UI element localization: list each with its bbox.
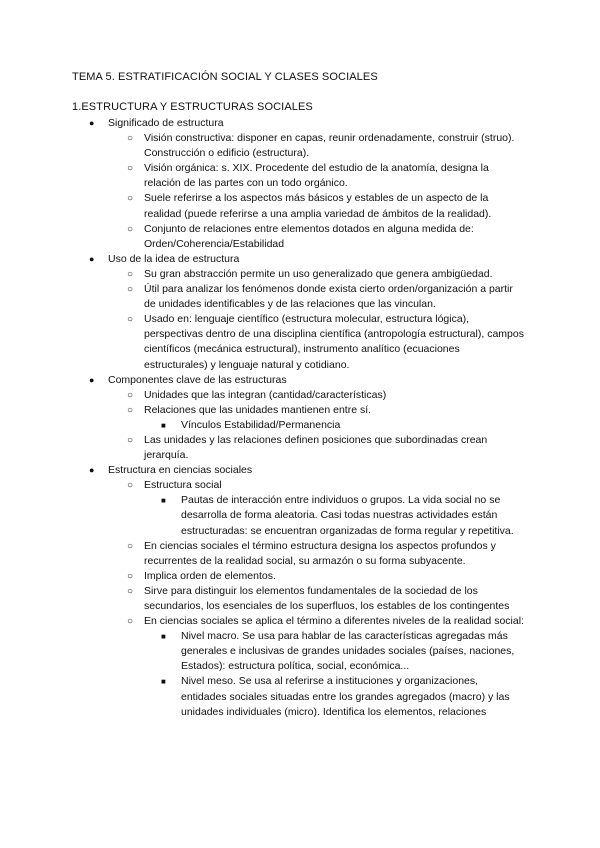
item-text: Visión orgánica: s. XIX. Procedente del estudio de la anatomía, designa la relación de las partes con un todo orgánico. [144,162,489,190]
document-body [0,116,600,720]
list-item [0,463,524,720]
filled-circle-bullet-icon: ● [89,118,95,128]
item-text: En ciencias sociales se aplica el término a diferentes niveles de la realidad social: [144,615,524,628]
item-text: Suele referirse a los aspectos más básicos y estables de un aspecto de la realidad (puede referirse a una amplia variedad de ámbitos de la realidad). [144,192,492,220]
item-text: Las unidades y las relaciones definen posiciones que subordinadas crean jerarquía. [144,433,488,462]
filled-circle-bullet-icon: ● [89,465,95,476]
sub-list [108,478,524,720]
item-text: Sirve para distinguir los elementos fundamentales de la sociedad de los secundarios, los esenciales de los superfluos, los estables de los contingentes [144,584,510,612]
square-bullet-icon: ■ [161,632,166,642]
hollow-circle-bullet-icon: ○ [127,404,134,416]
hollow-circle-bullet-icon: ○ [127,570,134,582]
square-bullet-icon: ■ [161,496,166,506]
list-item [0,161,524,191]
list-item [0,116,524,252]
item-text: Pautas de interacción entre individuos o grupos. La vida social no se desarrolla de forma aleatoria. Casi todas nuestras actividades están estructuradas: se encuentran organizadas de forma regular y repetitiva. [181,494,514,537]
list-item [0,478,524,538]
item-text: Estructura en ciencias sociales [108,464,253,477]
list-item [0,433,524,463]
list-item [0,252,524,373]
hollow-circle-bullet-icon: ○ [127,616,134,628]
list-item [0,312,524,372]
hollow-circle-bullet-icon: ○ [127,193,134,205]
item-text: Componentes clave de las estructuras [108,373,287,386]
list-item [0,614,524,720]
hollow-circle-bullet-icon: ○ [127,540,134,552]
filled-circle-bullet-icon: ● [89,374,95,385]
item-text: Significado de estructura [108,117,224,129]
list-item [0,569,524,584]
hollow-circle-bullet-icon: ○ [127,389,134,401]
item-text: En ciencias sociales el término estructura designa los aspectos profundos y recurrentes de la realidad social, su armazón o su forma subyacente. [144,539,496,567]
list-item [0,131,524,161]
list-item [0,373,524,464]
item-text: Implica orden de elementos. [144,569,276,582]
item-text: Visión constructiva: disponer en capas, reunir ordenadamente, construir (struo). Construcción o edificio (estructura). [144,132,515,160]
item-text: Vínculos Estabilidad/Permanencia [181,418,341,431]
hollow-circle-bullet-icon: ○ [127,133,134,145]
sub-sub-list [144,629,524,720]
sub-sub-list [144,493,524,538]
hollow-circle-bullet-icon: ○ [127,480,134,492]
outline-list [0,116,600,720]
hollow-circle-bullet-icon: ○ [127,268,134,280]
item-text: Relaciones que las unidades mantienen entre sí. [144,403,372,416]
list-item [0,674,526,719]
sub-list [108,131,524,252]
list-item [0,191,524,221]
item-text: Útil para analizar los fenómenos donde exista cierto orden/organización a partir de unidades identificables y de las relaciones que las vinculan. [144,283,513,311]
list-item [0,222,524,252]
hollow-circle-bullet-icon: ○ [127,585,134,597]
sub-sub-list [144,418,524,433]
list-item [0,282,524,312]
hollow-circle-bullet-icon: ○ [127,284,134,296]
hollow-circle-bullet-icon: ○ [127,223,134,235]
list-item [0,267,524,282]
list-item [0,629,526,674]
list-item [0,388,524,403]
square-bullet-icon: ■ [161,677,166,687]
sub-list [108,388,524,463]
list-item [0,584,524,614]
list-item [0,403,524,433]
hollow-circle-bullet-icon: ○ [127,314,134,326]
sub-list [108,267,524,373]
hollow-circle-bullet-icon: ○ [127,434,134,446]
list-item [0,418,526,433]
square-bullet-icon: ■ [161,420,166,430]
item-text: Conjunto de relaciones entre elementos dotados en alguna medida de: Orden/Coherencia/Estabilidad [144,222,474,250]
hollow-circle-bullet-icon: ○ [127,163,134,175]
section-heading: 1.ESTRUCTURA Y ESTRUCTURAS SOCIALES [72,101,313,113]
list-item [0,493,526,538]
document-title: TEMA 5. ESTRATIFICACIÓN SOCIAL Y CLASES SOCIALES [72,71,378,83]
item-text: Unidades que las integran (cantidad/características) [144,388,387,401]
item-text: Uso de la idea de estructura [108,252,240,265]
item-text: Su gran abstracción permite un uso generalizado que genera ambigüedad. [144,267,493,280]
item-text: Nivel macro. Se usa para hablar de las características agregadas más generales e inclusivas de grandes unidades sociales (países, naciones, Estados): estructura política, social, económica... [181,630,515,673]
item-text: Estructura social [144,479,222,492]
item-text: Nivel meso. Se usa al referirse a instituciones y organizaciones, entidades sociales situadas entre los grandes agregados (macro) y las unidades individuales (micro). Identifica los elementos, relaciones [181,675,510,718]
item-text: Usado en: lenguaje científico (estructura molecular, estructura lógica), perspectivas dentro de una disciplina científica (antropología estructural), campos científicos (mecánica estructural), instrumento analítico (ecuaciones estructurales) y lenguaje natural y cotidiano. [144,313,524,371]
filled-circle-bullet-icon: ● [89,253,95,264]
list-item [0,539,524,569]
